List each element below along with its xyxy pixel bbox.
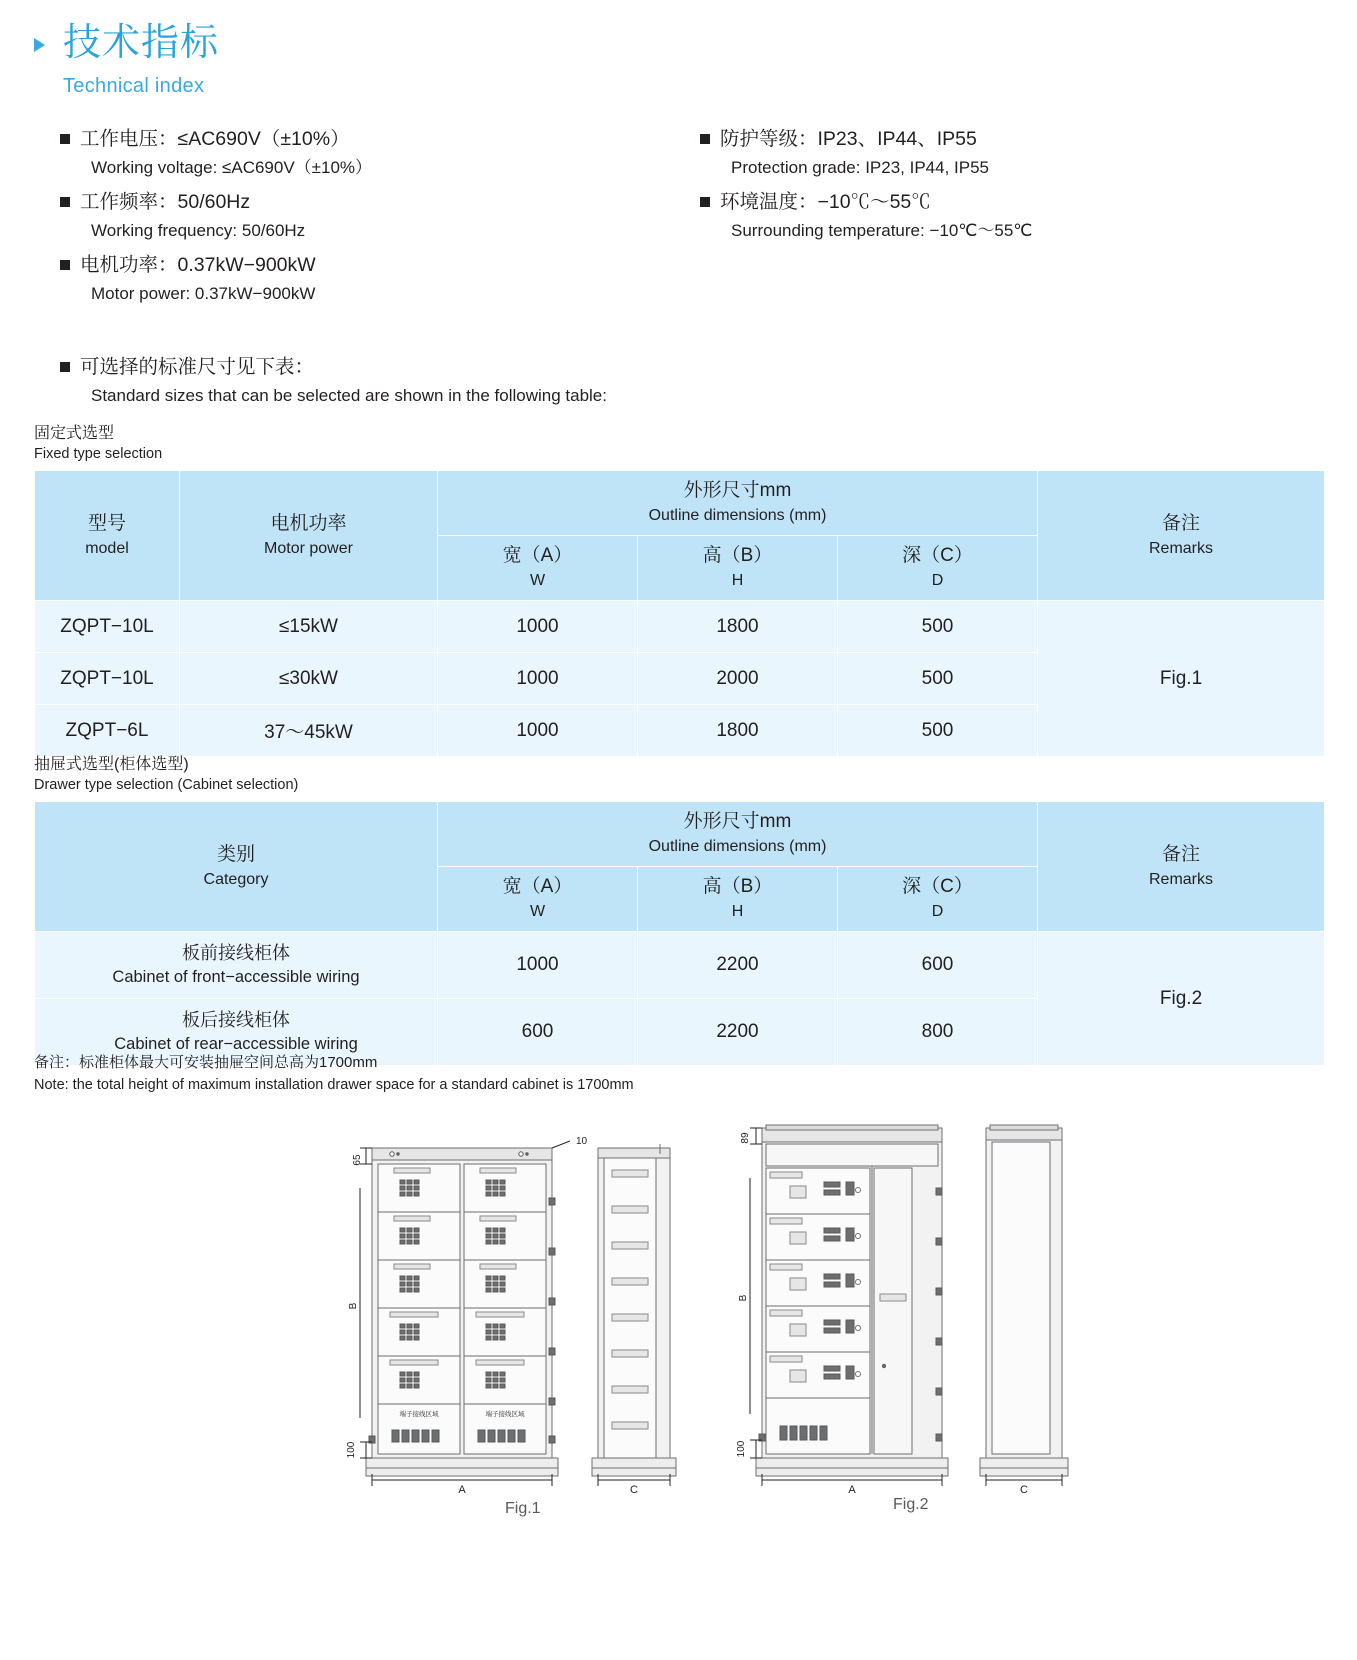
header-category-cn: 类别 (216, 843, 255, 865)
fig1-front-view (346, 1136, 588, 1496)
svg-text:65: 65 (352, 1154, 363, 1166)
fixed-type-table (34, 470, 1325, 757)
header-depth-cn: 深（C） (902, 876, 973, 897)
spec-item-working-frequency (60, 189, 700, 243)
header-power-cn: 电机功率 (270, 512, 347, 534)
svg-text:B: B (738, 1294, 749, 1302)
spec-label-cn: 防护等级：IP23、IP44、IP55 (720, 128, 977, 150)
fig2-side-view (980, 1125, 1068, 1496)
spec-label-cn: 电机功率：0.37kW−900kW (80, 254, 316, 276)
cell-remarks: Fig.1 (1038, 601, 1325, 757)
square-bullet-icon (60, 197, 70, 207)
cell-depth: 600 (838, 932, 1038, 999)
header-width (438, 536, 638, 601)
spec-item-surrounding-temperature (700, 189, 1340, 243)
drawer-caption-cn: 抽屉式选型(柜体选型) (34, 756, 189, 773)
spec-label-en: Working frequency: 50/60Hz (91, 221, 306, 240)
cell-height: 1800 (638, 705, 838, 757)
spec-item-motor-power (60, 252, 700, 306)
note-cn: 备注：标准柜体最大可安装抽屉空间总高为1700mm (34, 1054, 378, 1071)
spec-cn-row (60, 354, 1060, 380)
drawer-type-section (34, 755, 1325, 1066)
spec-item-standard-sizes (60, 354, 1060, 408)
svg-text:A: A (848, 1484, 856, 1496)
header-outline-cn: 外形尺寸mm (683, 811, 792, 832)
svg-text:A: A (458, 1484, 466, 1496)
header-remarks-en: Remarks (1149, 539, 1214, 557)
cell-width: 1000 (438, 705, 638, 757)
fixed-caption-cn: 固定式选型 (34, 425, 115, 442)
header-model-cn: 型号 (87, 512, 126, 534)
spec-column-right (700, 126, 1340, 252)
cell-depth: 500 (838, 705, 1038, 757)
fig1-caption: Fig.1 (505, 1500, 541, 1517)
page-subtitle: Technical index (63, 75, 205, 97)
spec-label-cn: 环境温度：−10℃～55℃ (720, 191, 931, 213)
spec-label-cn: 工作电压：≤AC690V（±10%） (80, 128, 350, 150)
drawer-type-table (34, 801, 1325, 1066)
cell-category (35, 932, 438, 999)
svg-text:100: 100 (346, 1441, 357, 1459)
svg-text:端子接线区域: 端子接线区域 (399, 1411, 439, 1418)
cell-power: ≤15kW (180, 601, 438, 653)
svg-text:B: B (348, 1302, 359, 1310)
header-depth (838, 867, 1038, 932)
header-outline-en: Outline dimensions (mm) (648, 838, 827, 855)
header-remarks (1038, 802, 1325, 932)
header-power-en: Motor power (264, 539, 353, 557)
header-depth (838, 536, 1038, 601)
square-bullet-icon (700, 134, 710, 144)
header-height (638, 867, 838, 932)
drawer-caption-en: Drawer type selection (Cabinet selection) (34, 777, 299, 793)
svg-text:89: 89 (740, 1132, 751, 1144)
page-title: 技术指标 (63, 22, 220, 64)
table-note (34, 1052, 634, 1096)
cell-depth: 500 (838, 601, 1038, 653)
svg-text:100: 100 (736, 1440, 747, 1458)
fixed-table-caption (34, 424, 1325, 464)
table-row (35, 601, 1325, 653)
cell-width: 1000 (438, 601, 638, 653)
header-remarks (1038, 471, 1325, 601)
header-remarks-cn: 备注 (1162, 843, 1201, 865)
fixed-caption-en: Fixed type selection (34, 446, 163, 462)
spec-label-cn: 可选择的标准尺寸见下表： (80, 356, 315, 378)
table-header-row (35, 802, 1325, 867)
header-outline-cn: 外形尺寸mm (683, 480, 792, 501)
cell-category-en: Cabinet of front−accessible wiring (112, 968, 360, 986)
cell-width: 1000 (438, 932, 638, 999)
spec-label-en: Standard sizes that can be selected are shown in the following table: (91, 386, 607, 405)
header-height-en: H (731, 572, 744, 589)
spec-label-en: Working voltage: ≤AC690V（±10%） (91, 158, 373, 177)
spec-label-en: Protection grade: IP23, IP44, IP55 (731, 158, 989, 177)
cell-depth: 500 (838, 653, 1038, 705)
header-width-en: W (529, 572, 546, 589)
cell-remarks: Fig.2 (1038, 932, 1325, 1066)
spec-label-en: Surrounding temperature: −10℃～55℃ (731, 221, 1033, 240)
square-bullet-icon (700, 197, 710, 207)
header-height-cn: 高（B） (702, 876, 773, 897)
square-bullet-icon (60, 134, 70, 144)
spec-item-protection-grade (700, 126, 1340, 180)
cell-depth: 800 (838, 999, 1038, 1066)
header-category (35, 802, 438, 932)
cell-height: 2200 (638, 999, 838, 1066)
fig1-side-view (592, 1144, 676, 1496)
fig2-caption: Fig.2 (893, 1496, 929, 1513)
spec-cn-row (700, 189, 1340, 215)
cell-model: ZQPT−10L (35, 601, 180, 653)
svg-text:端子接线区域: 端子接线区域 (485, 1411, 525, 1418)
header-depth-en: D (931, 572, 944, 589)
header-width (438, 867, 638, 932)
header-width-cn: 宽（A） (502, 876, 573, 897)
table-row (35, 932, 1325, 999)
header-model (35, 471, 180, 601)
spec-cn-row (60, 189, 700, 215)
fixed-type-section (34, 424, 1325, 757)
header-width-cn: 宽（A） (502, 545, 573, 566)
svg-text:C: C (630, 1484, 638, 1496)
cell-width: 600 (438, 999, 638, 1066)
cell-category-cn: 板后接线柜体 (182, 1010, 290, 1030)
cell-power: ≤30kW (180, 653, 438, 705)
header-depth-cn: 深（C） (902, 545, 973, 566)
header-remarks-cn: 备注 (1162, 512, 1201, 534)
header-model-en: model (85, 539, 129, 557)
cell-model: ZQPT−6L (35, 705, 180, 757)
header-motor-power (180, 471, 438, 601)
note-en: Note: the total height of maximum installation drawer space for a standard cabinet is 1700mm (34, 1077, 634, 1093)
spec-column-left (60, 126, 700, 315)
header-outline-en: Outline dimensions (mm) (648, 507, 827, 524)
figures-area (0, 1108, 1357, 1538)
spec-item-working-voltage (60, 126, 700, 180)
header-height-cn: 高（B） (702, 545, 773, 566)
header-category-en: Category (203, 870, 269, 888)
header-height (638, 536, 838, 601)
square-bullet-icon (60, 260, 70, 270)
fig2-front-view (736, 1125, 948, 1496)
svg-text:C: C (1020, 1484, 1028, 1496)
header-width-en: W (529, 903, 546, 920)
header-outline-dimensions (438, 802, 1038, 867)
header-outline-dimensions (438, 471, 1038, 536)
cell-category-en: Cabinet of rear−accessible wiring (114, 1035, 358, 1053)
cell-height: 2200 (638, 932, 838, 999)
square-bullet-icon (60, 362, 70, 372)
cell-height: 2000 (638, 653, 838, 705)
drawer-table-caption (34, 755, 1325, 795)
page-header (34, 24, 219, 98)
spec-cn-row (700, 126, 1340, 152)
spec-cn-row (60, 252, 700, 278)
spec-label-cn: 工作频率：50/60Hz (80, 191, 251, 213)
spec-label-en: Motor power: 0.37kW−900kW (91, 284, 316, 303)
header-depth-en: D (931, 903, 944, 920)
svg-text:10: 10 (576, 1136, 588, 1147)
cabinet-drawings-svg (0, 1108, 1357, 1538)
cell-width: 1000 (438, 653, 638, 705)
header-height-en: H (731, 903, 744, 920)
triangle-bullet-icon (34, 38, 45, 52)
table-header-row (35, 471, 1325, 536)
cell-category-cn: 板前接线柜体 (182, 943, 290, 963)
spec-cn-row (60, 126, 700, 152)
cell-model: ZQPT−10L (35, 653, 180, 705)
cell-power: 37～45kW (180, 705, 438, 757)
cell-height: 1800 (638, 601, 838, 653)
title-row (34, 24, 219, 62)
header-remarks-en: Remarks (1149, 870, 1214, 888)
